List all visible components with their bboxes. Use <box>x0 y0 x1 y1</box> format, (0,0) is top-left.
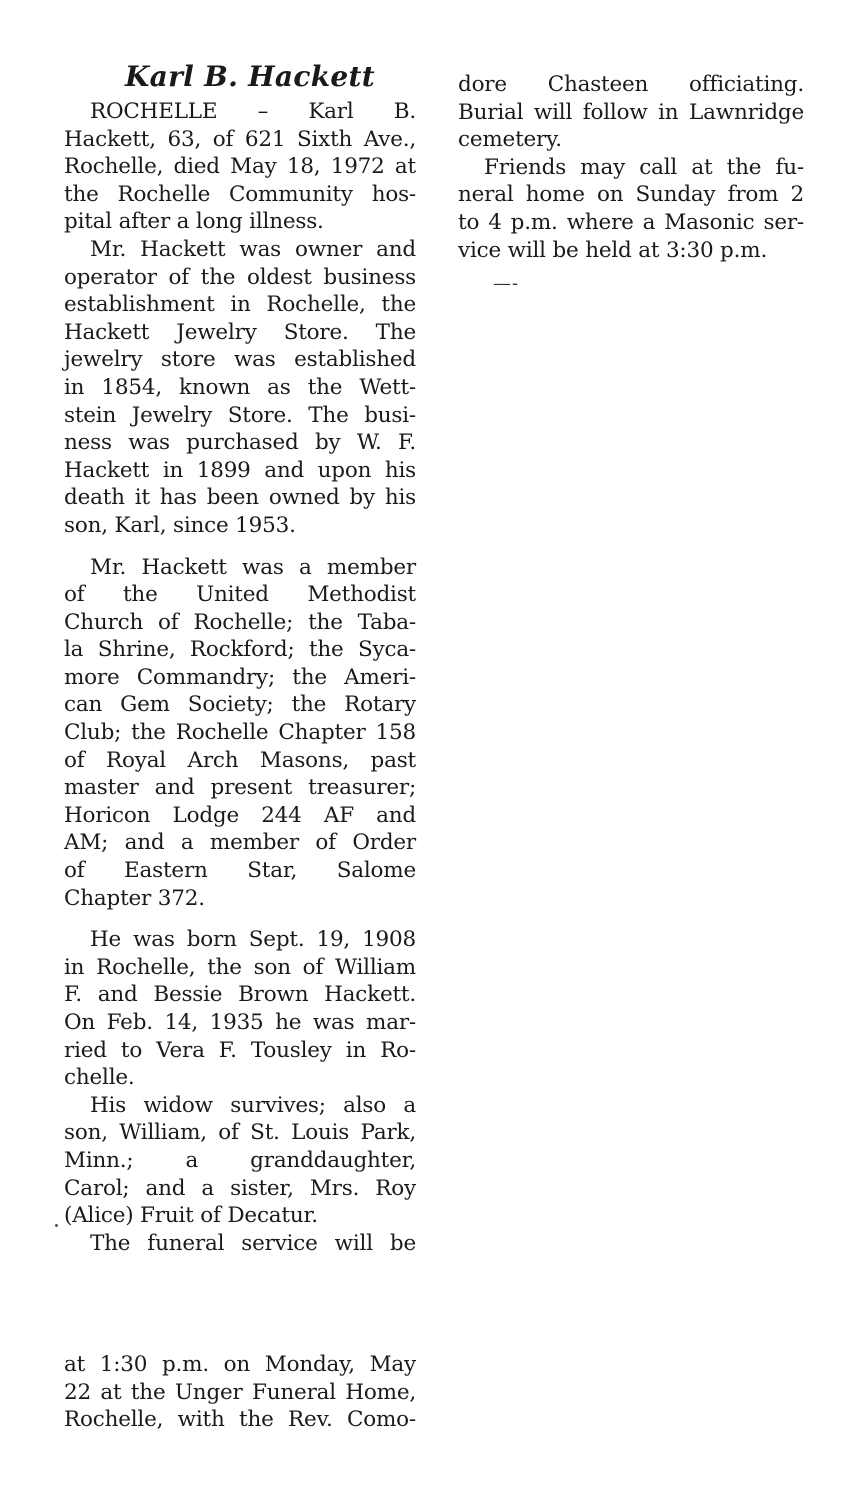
text-line: to 4 p.m. where a Masonic ser- <box>458 209 804 235</box>
print-speck <box>55 1224 58 1227</box>
text-line: dore Chasteen officiating. <box>458 72 804 97</box>
text-line: cemetery. <box>458 127 562 153</box>
text-line: F. and Bessie Brown Hackett. <box>64 982 416 1008</box>
text-line: ness was purchased by W. F. <box>64 430 416 456</box>
text-line: operator of the oldest business <box>64 264 416 290</box>
text-line: establishment in Rochelle, the <box>64 292 416 318</box>
text-line: son, William, of St. Louis Park, <box>64 1120 416 1146</box>
end-of-article-mark <box>493 273 519 294</box>
text-line: Hackett in 1899 and upon his <box>64 457 416 483</box>
text-line: vice will be held at 3:30 p.m. <box>458 237 768 263</box>
text-line: la Shrine, Rockford; the Syca- <box>64 637 416 663</box>
text-line: The funeral service will be <box>90 1230 416 1256</box>
paragraph-gap <box>64 912 416 926</box>
text-line: On Feb. 14, 1935 he was mar- <box>64 1010 416 1035</box>
text-line: master and present treasurer; <box>64 775 416 801</box>
text-line: Hackett, 63, of 621 Sixth Ave., <box>64 126 416 152</box>
text-line: Club; the Rochelle Chapter 158 <box>64 720 416 746</box>
text-line: neral home on Sunday from 2 <box>458 182 804 208</box>
text-line: His widow survives; also a <box>90 1092 416 1118</box>
text-line: the Rochelle Community hos- <box>64 181 416 207</box>
text-line: Rochelle, died May 18, 1972 at <box>64 154 416 180</box>
text-line: of Eastern Star, Salome <box>64 858 416 884</box>
text-line: in 1854, known as the Wett- <box>64 374 416 400</box>
obituary-column-left-continued <box>64 1351 416 1434</box>
text-line: son, Karl, since 1953. <box>64 512 296 538</box>
text-line: at 1:30 p.m. on Monday, May <box>64 1352 416 1377</box>
text-line: Rochelle, with the Rev. Como- <box>64 1407 416 1433</box>
obituary-column-left <box>64 98 416 1257</box>
text-line: Horicon Lodge 244 AF and <box>64 802 416 828</box>
text-line: Mr. Hackett was owner and <box>90 236 416 262</box>
text-line: death it has been owned by his <box>64 485 416 511</box>
text-line: AM; and a member of Order <box>64 830 416 856</box>
text-line: Church of Rochelle; the Taba- <box>64 609 416 635</box>
text-line: Mr. Hackett was a member <box>90 554 416 580</box>
text-line: jewelry store was established <box>64 347 416 373</box>
obituary-headline: Karl B. Hackett <box>124 60 375 93</box>
paragraph-gap <box>64 540 416 554</box>
text-line: pital after a long illness. <box>64 209 324 235</box>
text-line: Minn.; a granddaughter, <box>64 1147 416 1173</box>
text-line: Burial will follow in Lawnridge <box>458 99 804 125</box>
text-line: 22 at the Unger Funeral Home, <box>64 1379 416 1405</box>
text-line: Hackett Jewelry Store. The <box>64 319 416 345</box>
text-line: ried to Vera F. Tousley in Ro- <box>64 1037 416 1063</box>
text-line: can Gem Society; the Rotary <box>64 692 416 718</box>
text-line: Carol; and a sister, Mrs. Roy <box>64 1175 416 1201</box>
end-mark-dash: —- <box>493 273 520 294</box>
text-line: He was born Sept. 19, 1908 <box>90 927 416 953</box>
text-line: (Alice) Fruit of Decatur. <box>64 1203 318 1229</box>
text-line: ROCHELLE – Karl B. <box>90 99 416 124</box>
text-line: Friends may call at the fu- <box>484 154 804 180</box>
text-line: chelle. <box>64 1065 135 1091</box>
obituary-column-right <box>458 71 804 264</box>
text-line: Chapter 372. <box>64 885 205 911</box>
text-line: of Royal Arch Masons, past <box>64 747 416 773</box>
text-line: in Rochelle, the son of William <box>64 954 416 980</box>
text-line: of the United Methodist <box>64 582 416 608</box>
text-line: more Commandry; the Ameri- <box>64 664 416 690</box>
text-line: stein Jewelry Store. The busi- <box>64 402 416 428</box>
